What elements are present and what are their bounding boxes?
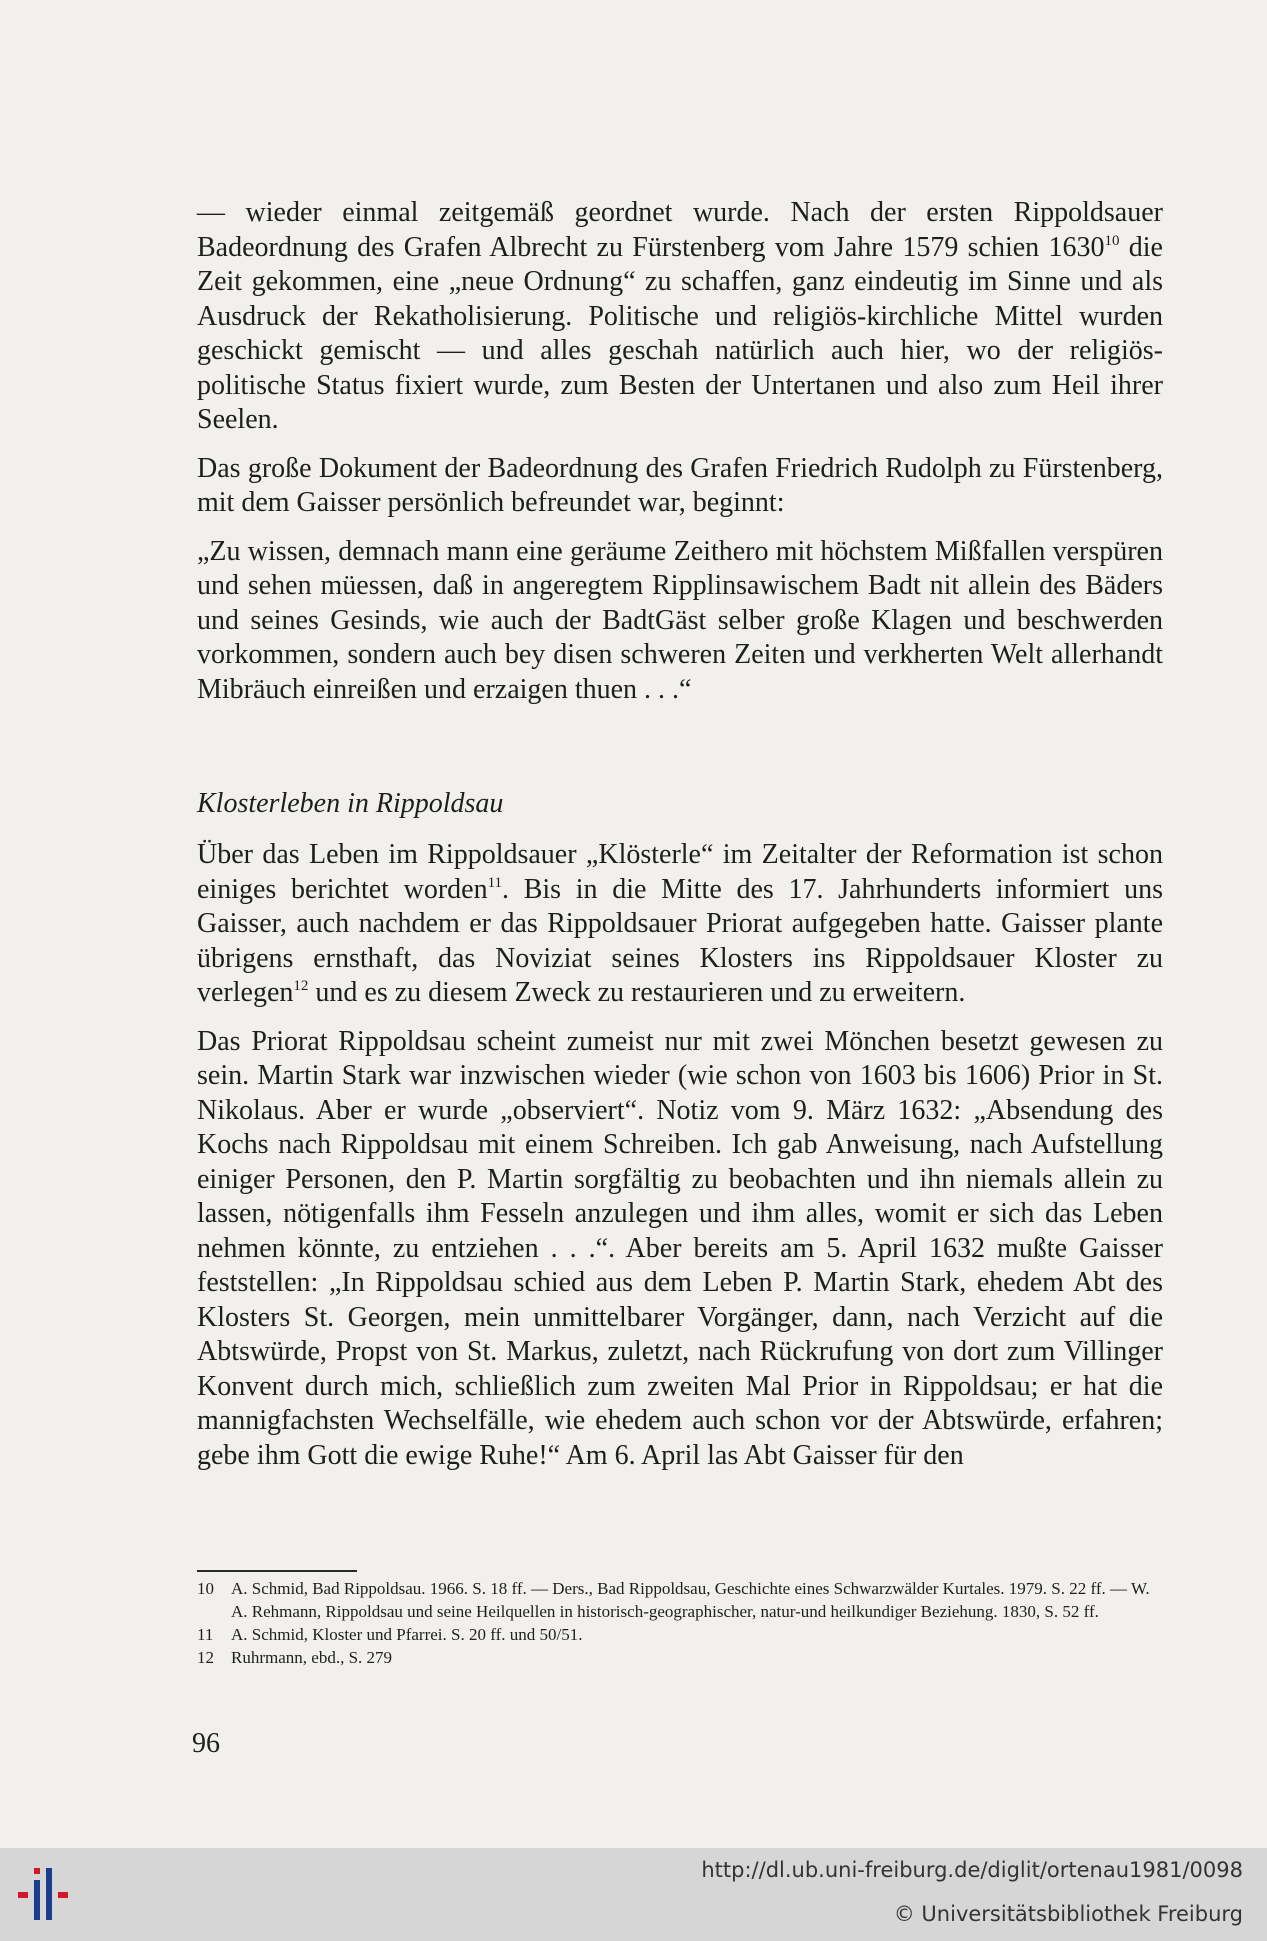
footnote <box>197 1646 1163 1669</box>
ub-freiburg-logo-icon <box>16 1864 80 1924</box>
paragraph-text: . Bis in die Mitte des 17. Jahrhunderts informiert uns Gaisser, auch nachdem er das Rippoldsauer Priorat aufgegeben hatte. Gaisser plante übrigens ernsthaft, das Noviziat seines Klosters ins Rippoldsauer Kloster zu verlegen <box>197 873 1163 1008</box>
paragraph <box>197 196 1163 438</box>
footnotes <box>197 1577 1163 1669</box>
footnote-text: Ruhrmann, ebd., S. 279 <box>231 1648 393 1667</box>
paragraph <box>197 838 1163 1011</box>
footnote-ref: 11 <box>487 874 503 891</box>
footer-bar <box>0 1848 1267 1941</box>
paragraph-text: „Zu wissen, demnach mann eine geräume Zeithero mit höchstem Mißfallen verspüren und sehen müessen, daß in angeregtem Ripplinsawischem Badt nit allein des Bäders und seines Gesinds, wie auch der BadtGäst selber große Klagen und beschwerden vorkommen, sondern auch bey disen schweren Zeiten und verkherten Welt allerhandt Mibräuch einreißen und erzaigen thuen . . .“ <box>197 535 1163 705</box>
paragraph-text: Das große Dokument der Badeordnung des Grafen Friedrich Rudolph zu Fürstenberg, mit dem Gaisser persönlich befreundet war, beginnt: <box>197 452 1163 518</box>
body-text-top <box>197 196 1163 721</box>
footnote-ref: 12 <box>293 978 309 994</box>
paragraph <box>197 1025 1163 1474</box>
footer-url-link[interactable]: http://dl.ub.uni-freiburg.de/diglit/ortenau1981/0098 <box>701 1858 1243 1882</box>
footnote-number: 11 <box>197 1625 214 1644</box>
footnote-number: 10 <box>197 1579 214 1598</box>
paragraph <box>197 452 1163 521</box>
footnote-number: 12 <box>197 1648 214 1667</box>
footnote-ref: 10 <box>1104 232 1120 249</box>
footnote-text: A. Schmid, Kloster und Pfarrei. S. 20 ff. und 50/51. <box>231 1625 583 1644</box>
footnote <box>197 1623 1163 1646</box>
paragraph <box>197 535 1163 708</box>
section-heading: Klosterleben in Rippoldsau <box>197 788 504 819</box>
footnote-divider <box>197 1570 357 1572</box>
page-number: 96 <box>192 1728 220 1759</box>
paragraph-text: und es zu diesem Zweck zu restaurieren und zu erweitern. <box>308 977 966 1008</box>
paragraph-text: — wieder einmal zeitgemäß geordnet wurde. Nach der ersten Rippoldsauer Badeordnung des Grafen Albrecht zu Fürstenberg vom Jahre 1579 schien 1630 <box>197 197 1163 263</box>
footnote <box>197 1577 1163 1623</box>
paragraph-text: Das Priorat Rippoldsau scheint zumeist nur mit zwei Mönchen besetzt gewesen zu sein. Martin Stark war inzwischen wieder (wie schon von 1603 bis 1606) Prior in St. Nikolaus. Aber er wurde „observiert“. Notiz vom 9. März 1632: „Absendung des Kochs nach Rippoldsau mit einem Schreiben. Ich gab Anweisung, nach Aufstellung einiger Personen, den P. Martin sorgfältig zu beobachten und ihn niemals allein zu lassen, nötigenfalls ihm Fesseln anzulegen und ihm alles, womit er sich das Leben nehmen könnte, zu entziehen . . .“. Aber bereits am 5. April 1632 mußte Gaisser feststellen: „In Rippoldsau schied aus dem Leben P. Martin Stark, ehedem Abt des Klosters St. Georgen, mein unmittelbarer Vorgänger, dann, nach Verzicht auf die Abtswürde, Propst von St. Markus, zuletzt, nach Rückrufung von dort zum Villinger Konvent durch mich, schließlich zum zweiten Mal Prior in Rippoldsau; er hat die mannigfachsten Wechselfälle, wie ehedem auch schon vor der Abtswürde, erfahren; gebe ihm Gott die ewige Ruhe!“ Am 6. April las Abt Gaisser für den <box>197 1025 1163 1471</box>
body-text-bottom <box>197 838 1163 1487</box>
paragraph-text: die Zeit gekommen, eine „neue Ordnung“ zu schaffen, ganz eindeutig im Sinne und als Ausdruck der Rekatholisierung. Politische und religiös-kirchliche Mittel wurden geschickt gemischt — und alles geschah natürlich auch hier, wo der religiös-politische Status fixiert wurde, zum Besten der Untertanen und also zum Heil ihrer Seelen. <box>197 231 1163 435</box>
footnote-text: A. Schmid, Bad Rippoldsau. 1966. S. 18 ff. — Ders., Bad Rippoldsau, Geschichte eines Schwarzwälder Kurtales. 1979. S. 22 ff. — W. A. Rehmann, Rippoldsau und seine Heilquellen in historisch-geographischer, natur-und heilkundiger Beziehung. 1830, S. 52 ff. <box>231 1579 1150 1621</box>
paragraph-text: Über das Leben im Rippoldsauer „Klösterle“ im Zeitalter der Reformation ist schon einiges berichtet worden <box>197 839 1163 905</box>
footer-copyright: © Universitätsbibliothek Freiburg <box>893 1902 1243 1926</box>
